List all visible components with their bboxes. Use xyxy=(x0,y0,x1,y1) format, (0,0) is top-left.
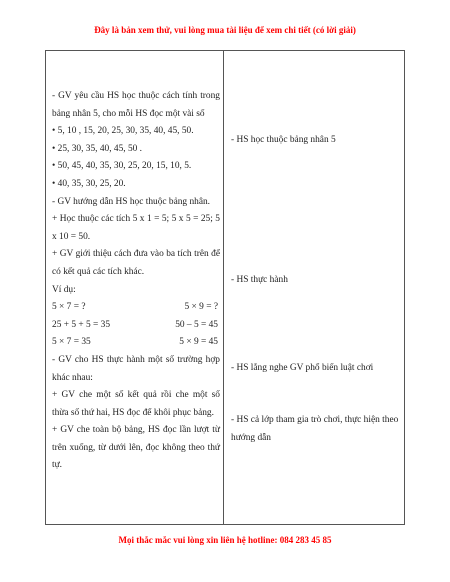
example-row-3 xyxy=(52,334,220,352)
student-activity-2: - HS thực hành xyxy=(231,275,288,286)
example-row-1-left: 5 × 7 = ? xyxy=(52,302,86,313)
left-line-4: • 50, 45, 40, 35, 30, 25, 20, 15, 10, 5. xyxy=(52,161,192,172)
left-line-3: • 25, 30, 35, 40, 45, 50 . xyxy=(52,143,143,154)
example-row-3-right: 5 × 9 = 45 xyxy=(179,337,218,348)
left-line-6: - GV hướng dẫn HS học thuộc bảng nhân. xyxy=(52,196,211,207)
example-row-3-left: 5 × 7 = 35 xyxy=(52,337,91,348)
example-row-1-right: 5 × 9 = ? xyxy=(184,302,218,313)
student-activity-4: - HS cả lớp tham gia trò chơi, thực hiện theo hướng dẫn xyxy=(231,415,399,443)
left-line-8: + GV giới thiệu cách đưa vào ba tích trên để có kết quả các tích khác. xyxy=(52,249,220,277)
column-divider xyxy=(223,51,224,524)
preview-banner: Đây là bản xem thử, vui lòng mua tài liệu để xem chi tiết (có lời giải) xyxy=(94,25,356,35)
left-line-7: + Học thuộc các tích 5 x 1 = 5; 5 x 5 = 25; 5 x 10 = 50. xyxy=(52,214,220,242)
example-row-2-left: 25 + 5 + 5 = 35 xyxy=(52,319,111,330)
student-activity-3: - HS lắng nghe GV phổ biến luật chơi xyxy=(231,363,374,374)
example-row-1 xyxy=(52,299,220,317)
left-line-after-2: + GV che một số kết quả rồi che một số thừa số thứ hai, HS đọc để khôi phục bảng. xyxy=(52,390,220,418)
hotline-banner: Mọi thắc mắc vui lòng xin liên hệ hotline: 084 283 45 85 xyxy=(118,535,332,545)
lesson-table xyxy=(45,50,405,525)
example-row-2-right: 50 – 5 = 45 xyxy=(175,319,218,330)
left-line-2: • 5, 10 , 15, 20, 25, 30, 35, 40, 45, 50. xyxy=(52,126,194,137)
example-row-2 xyxy=(52,317,220,335)
left-line-5: • 40, 35, 30, 25, 20. xyxy=(52,178,126,189)
example-label: Ví dụ: xyxy=(52,284,76,295)
student-activity-1: - HS học thuộc bảng nhân 5 xyxy=(231,135,336,146)
left-line-after-3: + GV che toàn bộ bảng, HS đọc lần lượt từ trên xuống, từ dưới lên, đọc không theo thứ tự. xyxy=(52,425,220,471)
left-line-1: - GV yêu cầu HS học thuộc cách tính trong bảng nhân 5, cho mỗi HS đọc một vài số xyxy=(52,91,220,119)
left-line-after-1: - GV cho HS thực hành một số trường hợp khác nhau: xyxy=(52,354,220,383)
teacher-activities-column xyxy=(52,88,220,475)
